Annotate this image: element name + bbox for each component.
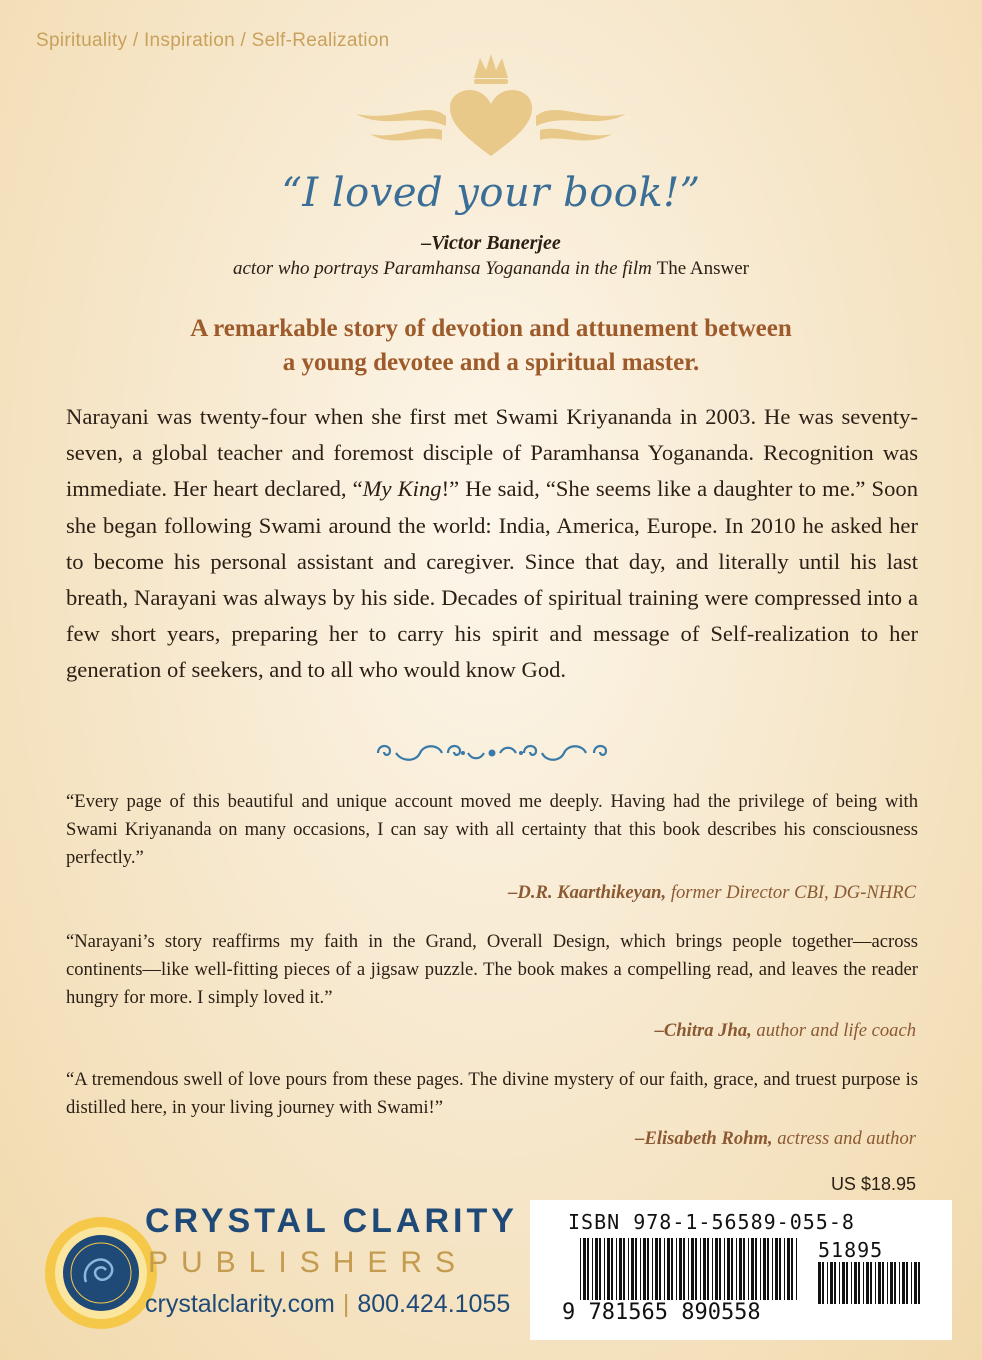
review-2-quote: “Narayani’s story reaffirms my faith in the Grand, Overall Design, which brings people together—across continents—like well-fitting pieces of a jigsaw puzzle. The book makes a compelling read, and leaves the reader hungry for more. I simply loved it.” <box>66 931 918 1008</box>
barcode-bar <box>628 1238 629 1300</box>
review-1-role: former Director CBI, DG-NHRC <box>670 882 916 903</box>
review-3-attribution <box>635 1128 916 1150</box>
barcode-bar <box>664 1238 665 1300</box>
review-1-quote: “Every page of this beautiful and unique account moved me deeply. Having had the privilege of being with Swami Kriyananda on many occasions, I can say with all certainty that this book describes his consciousness perfectly.” <box>66 791 918 868</box>
barcode-bar <box>887 1262 888 1304</box>
barcode-bar <box>779 1238 781 1300</box>
barcode-bar <box>763 1238 766 1300</box>
barcode-bar <box>595 1238 598 1300</box>
barcode-bar <box>851 1262 852 1304</box>
barcode-bar <box>707 1238 709 1300</box>
barcode-bar <box>635 1238 637 1300</box>
barcode-bar <box>827 1262 828 1304</box>
barcode-bar <box>890 1262 893 1304</box>
publisher-name-line-1: CRYSTAL CLARITY <box>145 1202 518 1240</box>
barcode-bar <box>784 1238 785 1300</box>
barcode-bar <box>688 1238 689 1300</box>
barcode-bar <box>918 1262 920 1304</box>
barcode-bar <box>640 1238 641 1300</box>
barcode-bar <box>616 1238 617 1300</box>
barcode-bar <box>796 1238 797 1300</box>
barcode-bar <box>691 1238 694 1300</box>
barcode-bar <box>659 1238 661 1300</box>
review-1-author: –D.R. Kaarthikeyan, <box>508 882 667 903</box>
barcode-bar <box>755 1238 757 1300</box>
description-paragraph <box>66 399 918 689</box>
barcode-bar <box>751 1238 754 1300</box>
barcode-bar <box>882 1262 884 1304</box>
film-title: The Answer <box>656 258 749 279</box>
barcode-bar <box>655 1238 658 1300</box>
barcode-bar <box>911 1262 912 1304</box>
headline <box>90 312 892 380</box>
description-part-1: Narayani was twenty-four when she first met Swami Kriyananda in 2003. He was seventy-seven, a global teacher and foremost disciple of Paramhansa Yogananda. Recognition was immediate. Her heart declared, “ <box>66 404 918 502</box>
barcode-bar <box>906 1262 908 1304</box>
barcode-bar <box>878 1262 881 1304</box>
barcode-bar <box>587 1238 589 1300</box>
barcode-bar <box>667 1238 670 1300</box>
review-2 <box>66 928 918 1012</box>
review-3-role: actress and author <box>777 1128 916 1149</box>
publisher-logo-icon <box>40 1212 162 1334</box>
barcode-bar <box>875 1262 876 1304</box>
barcode-bar <box>599 1238 601 1300</box>
isbn-label: ISBN 978-1-56589-055-8 <box>568 1210 855 1234</box>
publisher-contact <box>145 1290 510 1319</box>
barcode-addon <box>818 1262 922 1304</box>
barcode-bar <box>830 1262 833 1304</box>
barcode-bar <box>647 1238 649 1300</box>
review-2-attribution <box>655 1020 916 1042</box>
crown-heart-ornament <box>346 52 636 162</box>
barcode-bar <box>607 1238 610 1300</box>
barcode-bar <box>580 1238 581 1300</box>
publisher-name-line-2: PUBLISHERS <box>148 1246 469 1279</box>
barcode-bar <box>743 1238 745 1300</box>
barcode-bar <box>611 1238 613 1300</box>
barcode-bar <box>712 1238 713 1300</box>
barcode-bar <box>736 1238 737 1300</box>
barcode-bar <box>683 1238 685 1300</box>
barcode-bar <box>775 1238 778 1300</box>
barcode-bar <box>719 1238 721 1300</box>
review-1-attribution <box>508 882 916 904</box>
barcode-bar <box>842 1262 845 1304</box>
barcode-bar <box>834 1262 836 1304</box>
barcode-bar <box>854 1262 857 1304</box>
barcode-bar <box>703 1238 706 1300</box>
review-1 <box>66 788 918 872</box>
publisher-website: crystalclarity.com <box>145 1290 335 1318</box>
barcode-bar <box>899 1262 900 1304</box>
barcode-main <box>580 1238 800 1300</box>
review-3-author: –Elisabeth Rohm, <box>635 1128 773 1149</box>
barcode-bar <box>863 1262 864 1304</box>
barcode-bar <box>583 1238 586 1300</box>
barcode-bar <box>914 1262 917 1304</box>
barcode-bar <box>623 1238 625 1300</box>
review-3-quote: “A tremendous swell of love pours from these pages. The divine mystery of our faith, grace, and truest purpose is distilled here, in your living journey with Swami!” <box>66 1069 918 1118</box>
barcode-bar <box>727 1238 730 1300</box>
attribution-role: actor who portrays Paramhansa Yogananda in the film <box>232 258 652 279</box>
barcode-bar <box>679 1238 682 1300</box>
barcode-bar <box>652 1238 653 1300</box>
tagline-attribution-name: –Victor Banerjee <box>421 232 561 254</box>
barcode-bar <box>739 1238 742 1300</box>
barcode-bar <box>866 1262 869 1304</box>
barcode-bar <box>592 1238 593 1300</box>
barcode-bar <box>822 1262 824 1304</box>
barcode-bar <box>902 1262 905 1304</box>
review-2-author: –Chitra Jha, <box>654 1020 752 1041</box>
scroll-divider-ornament <box>372 736 612 770</box>
tagline-quote: “I loved your book!” <box>281 170 701 216</box>
barcode-bar <box>791 1238 793 1300</box>
barcode-bar <box>731 1238 733 1300</box>
tagline-attribution-description <box>0 258 982 280</box>
description-emphasis: My King <box>362 476 442 502</box>
barcode-bar <box>619 1238 622 1300</box>
barcode-bar <box>724 1238 725 1300</box>
review-3 <box>66 1066 918 1122</box>
publisher-phone: 800.424.1055 <box>357 1290 511 1318</box>
barcode-bar <box>631 1238 634 1300</box>
barcode-bar <box>760 1238 761 1300</box>
barcode-bar <box>695 1238 697 1300</box>
price-code: 51895 <box>818 1238 884 1262</box>
barcode-bar <box>818 1262 821 1304</box>
barcode-bar <box>767 1238 769 1300</box>
barcode-bar <box>604 1238 605 1300</box>
barcode-bar <box>748 1238 749 1300</box>
barcode-bar <box>787 1238 790 1300</box>
barcode-bar <box>715 1238 718 1300</box>
barcode-bar <box>643 1238 646 1300</box>
barcode-bar <box>700 1238 701 1300</box>
barcode-bar <box>846 1262 848 1304</box>
book-description <box>66 399 918 689</box>
barcode-bar <box>772 1238 773 1300</box>
headline-line-2: a young devotee and a spiritual master. <box>282 349 700 376</box>
barcode-bar <box>870 1262 872 1304</box>
barcode-bar <box>894 1262 896 1304</box>
review-2-role: author and life coach <box>756 1020 916 1041</box>
barcode-number: 9 781565 890558 <box>562 1300 761 1325</box>
price-label: US $18.95 <box>830 1174 916 1194</box>
contact-separator: | <box>342 1290 350 1318</box>
barcode-bar <box>676 1238 677 1300</box>
category-label: Spirituality / Inspiration / Self-Realization <box>36 30 390 51</box>
barcode-bar <box>839 1262 840 1304</box>
barcode-bar <box>671 1238 673 1300</box>
barcode-bar <box>858 1262 860 1304</box>
description-part-2: !” He said, “She seems like a daughter to me.” Soon she began following Swami around the world: India, America, Europe. In 2010 he asked her to become his personal assistant and caregiver. Since that day, and literally until his last breath, Narayani was always by his side. Decades of spiritual training were compressed into a few short years, preparing her to carry his spirit and message of Self-realization to her generation of seekers, and to all who would know God. <box>66 476 918 683</box>
headline-line-1: A remarkable story of devotion and attunement between <box>190 315 792 342</box>
